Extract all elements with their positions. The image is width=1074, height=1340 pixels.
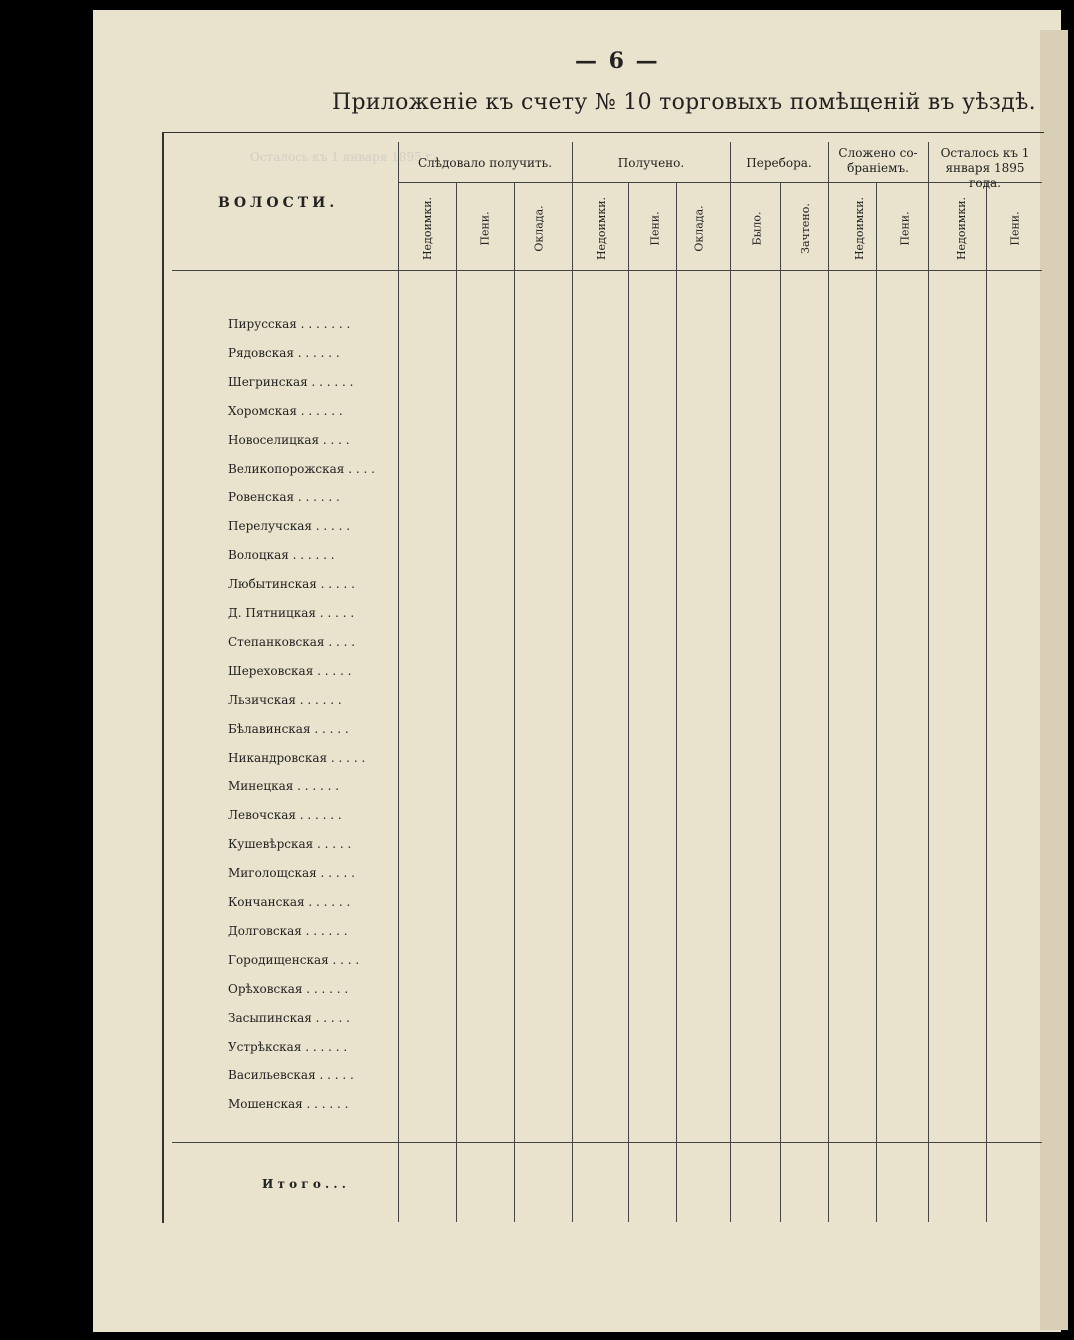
group-received: Получено. <box>617 156 685 170</box>
volost-name: Миголощская . . . . . <box>228 866 355 881</box>
volost-name: Орѣховская . . . . . . <box>228 981 349 996</box>
volost-name: Шегринская . . . . . . <box>228 374 354 389</box>
volost-name: Минецкая . . . . . . <box>228 779 340 794</box>
column-rule <box>398 142 399 1222</box>
sub-penalties: Пени. <box>898 211 912 246</box>
volost-name: Устрѣкская . . . . . . <box>228 1039 348 1054</box>
sub-arrears: Недоимки. <box>853 196 867 261</box>
page-title: Приложеніе къ счету № 10 торговыхъ помѣщеній въ уѣздѣ. <box>332 90 1036 115</box>
page-number: — 6 — <box>575 48 660 74</box>
adjacent-page-edge <box>1040 30 1068 1330</box>
group-remaining: Осталось къ 1 января 1895 года. <box>940 146 1030 190</box>
volost-name: Долговская . . . . . . <box>228 923 348 938</box>
column-rule <box>828 142 829 1222</box>
column-rule <box>676 182 677 1222</box>
sub-penalties: Пени. <box>478 211 492 246</box>
sub-arrears: Недоимки. <box>421 196 435 261</box>
totals-top-line <box>172 1142 1042 1143</box>
volost-name: Бѣлавинская . . . . . <box>228 721 349 736</box>
volost-name: Волоцкая . . . . . . <box>228 548 335 563</box>
column-rule <box>628 182 629 1222</box>
group-written-off: Сложено со-браніемъ. <box>838 146 918 175</box>
volost-name: Перелучская . . . . . <box>228 519 351 534</box>
volost-name: Кончанская . . . . . . <box>228 895 351 909</box>
column-rule <box>780 182 781 1222</box>
volost-name: Васильевская . . . . . <box>228 1068 354 1083</box>
volost-name: Любытинская . . . . . <box>228 577 355 592</box>
column-rule <box>986 182 987 1222</box>
sub-salary: Оклада. <box>692 205 706 252</box>
column-rule <box>572 142 573 1222</box>
volost-name: И т о г о . . . <box>262 1177 346 1191</box>
volost-name: Кушевѣрская . . . . . <box>228 837 352 852</box>
volost-name: Рядовская . . . . . . <box>228 345 340 360</box>
sub-penalties: Пени. <box>648 211 662 246</box>
volost-name: Хоромская . . . . . . <box>228 403 343 418</box>
group-overpaid: Перебора. <box>746 156 812 170</box>
sub-penalties: Пени. <box>1008 211 1022 246</box>
volost-name: Городищенская . . . . <box>228 952 360 967</box>
group-due: Слѣдовало получить. <box>417 156 553 170</box>
sub-arrears: Недоимки. <box>595 196 609 261</box>
column-rule <box>456 182 457 1222</box>
volost-name: Льзичская . . . . . . <box>228 692 342 707</box>
bleed-through-text: Осталось къ 1 января 1895 г. <box>250 150 436 164</box>
volost-name: Новоселицкая . . . . <box>228 432 350 447</box>
volost-name: Мошенская . . . . . . <box>228 1097 349 1112</box>
volosti-header: ВОЛОСТИ. <box>218 195 339 211</box>
sub-was: Было. <box>750 211 764 246</box>
volost-name: Пирусская . . . . . . . <box>228 317 351 331</box>
column-rule <box>514 182 515 1222</box>
volost-name: Д. Пятницкая . . . . . <box>228 606 355 620</box>
sub-arrears: Недоимки. <box>955 196 969 261</box>
column-rule <box>928 142 929 1222</box>
column-rule <box>876 182 877 1222</box>
sub-salary: Оклада. <box>532 205 546 252</box>
volost-name: Засыпинская . . . . . <box>228 1010 350 1025</box>
volost-name: Шереховская . . . . . <box>228 663 352 678</box>
volost-name: Великопорожская . . . . <box>228 461 375 476</box>
header-bottom-line <box>172 270 1042 271</box>
sub-credited: Зачтено. <box>798 203 812 254</box>
column-rule <box>730 142 731 1222</box>
volost-name: Ровенская . . . . . . <box>228 490 340 505</box>
volost-name: Никандровская . . . . . <box>228 750 366 765</box>
volost-name: Степанковская . . . . <box>228 634 356 649</box>
volost-name: Левочская . . . . . . <box>228 808 342 823</box>
